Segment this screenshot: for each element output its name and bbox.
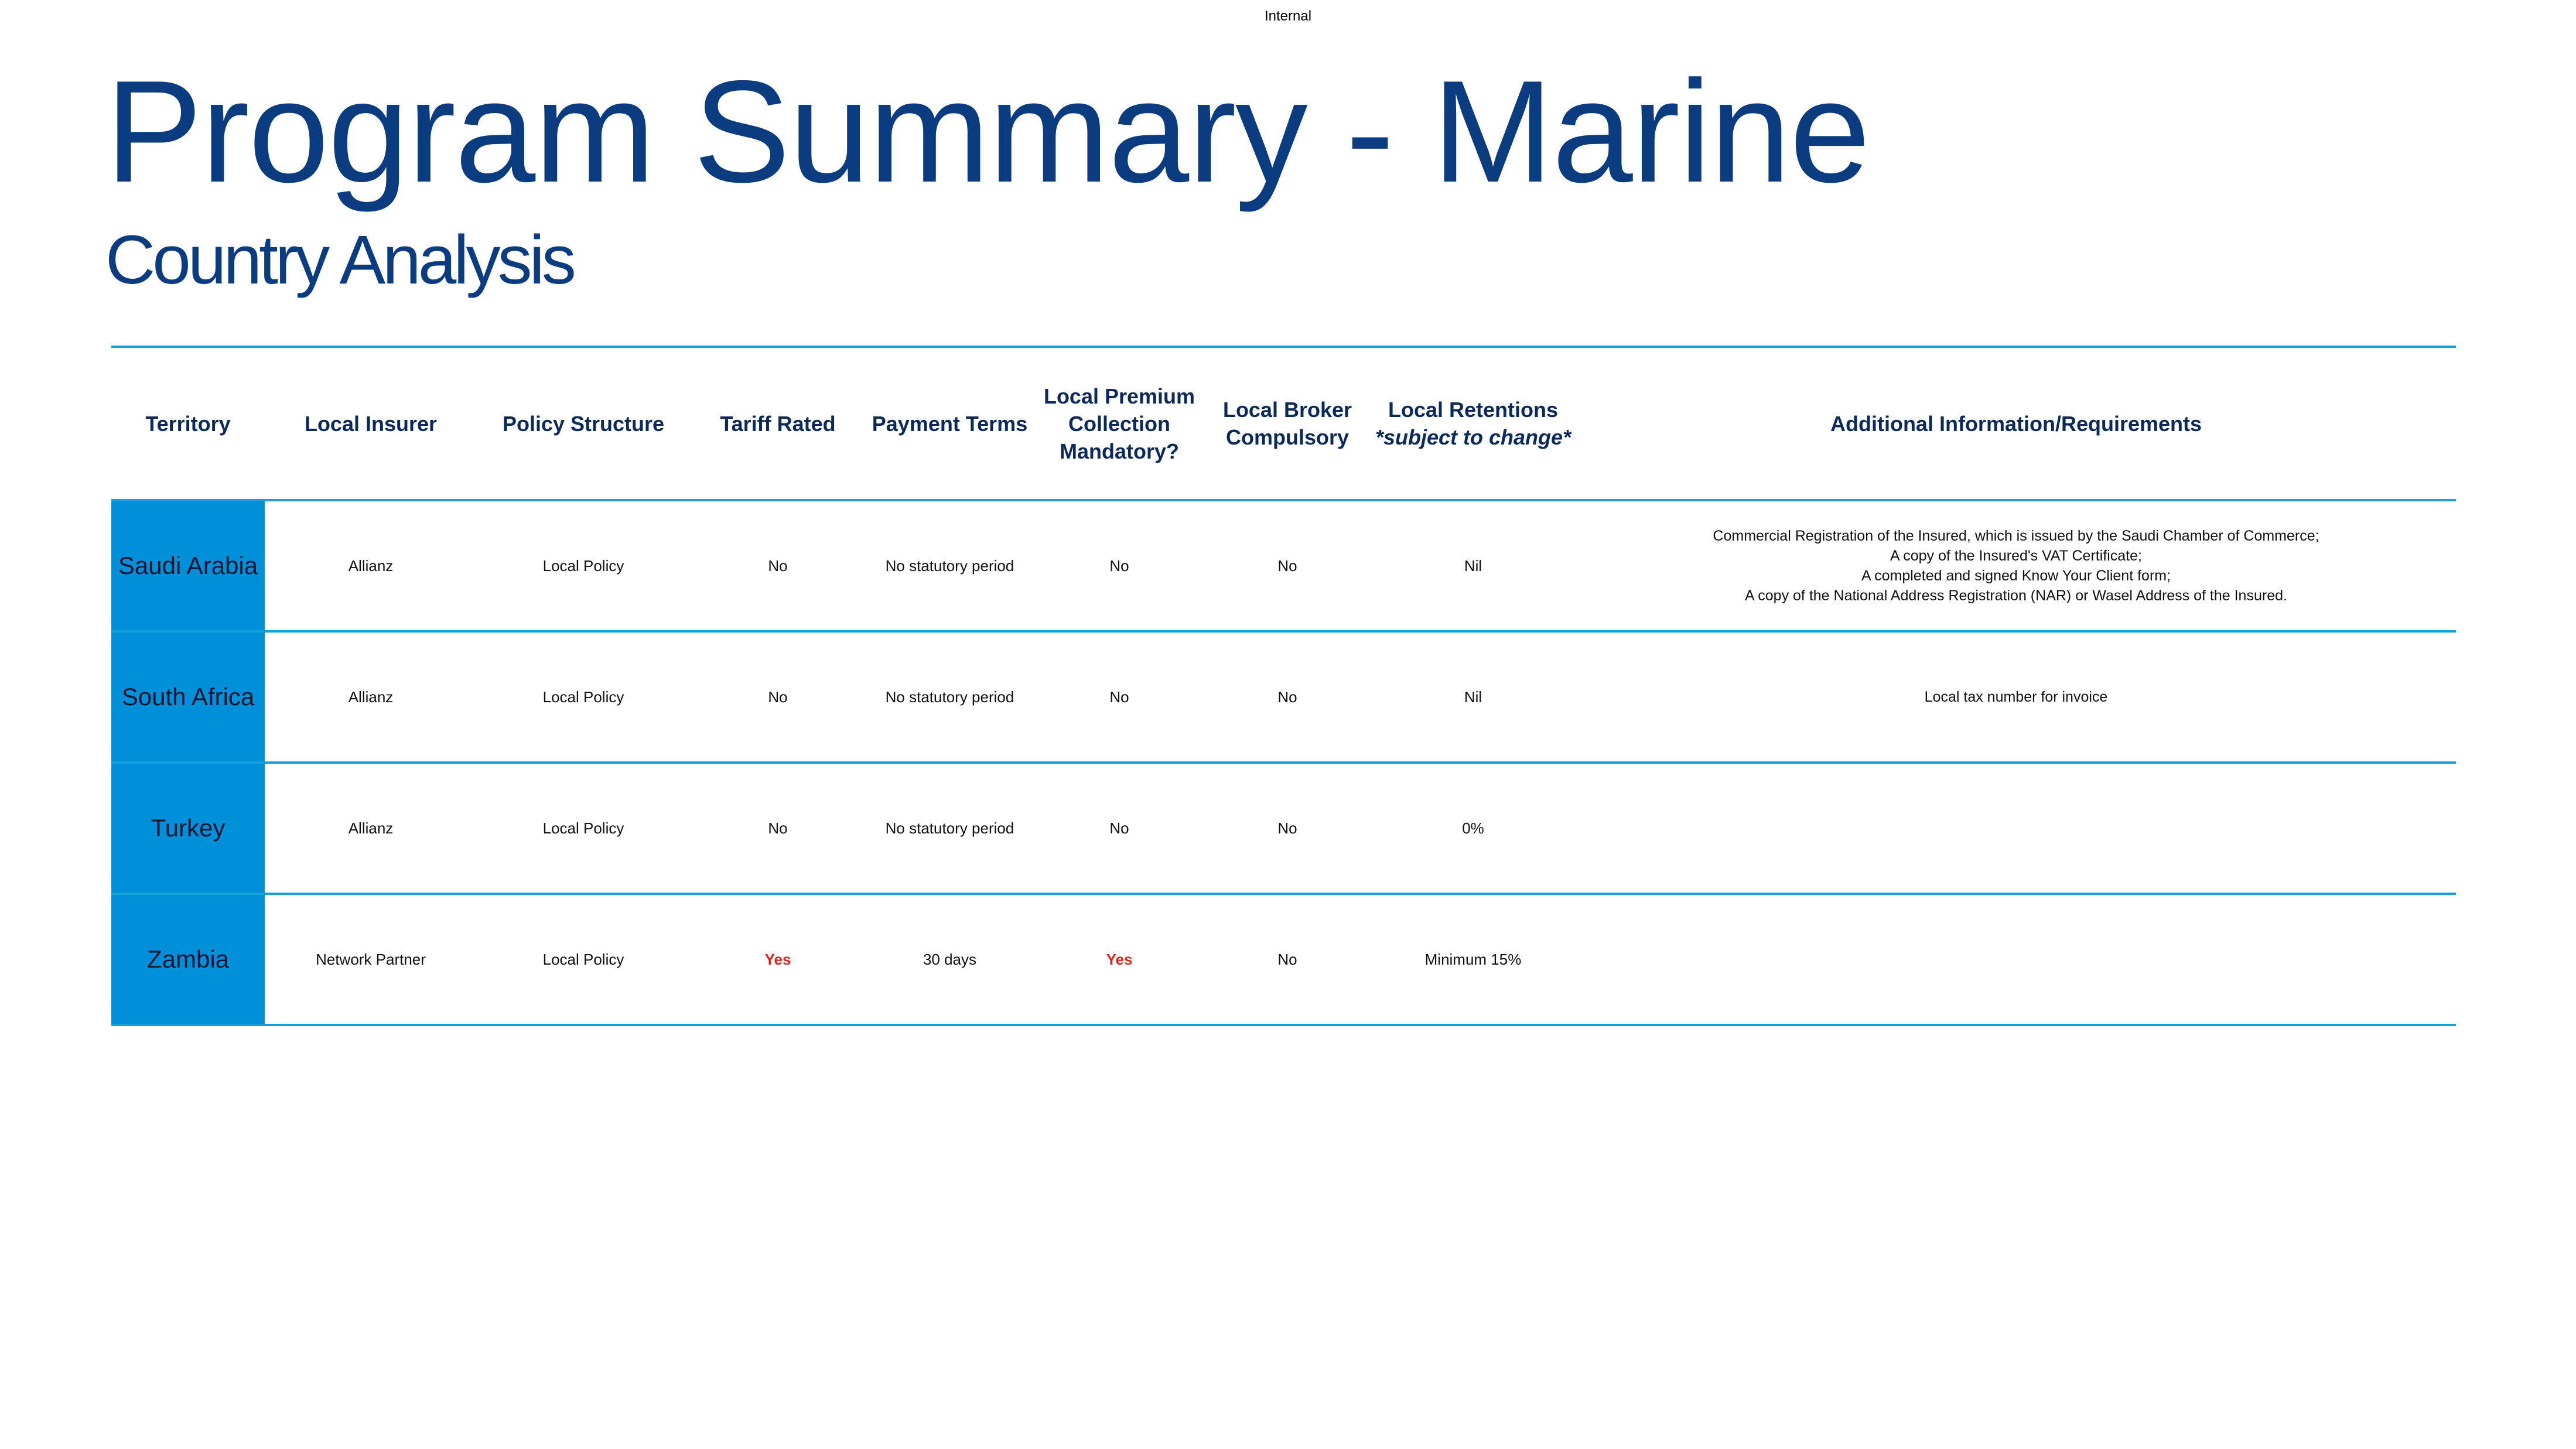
header-payment-terms: Payment Terms	[866, 347, 1034, 500]
header-retentions-line2: *subject to change*	[1375, 425, 1571, 449]
header-local-retentions	[1370, 347, 1576, 500]
header-premium-collection	[1034, 347, 1205, 500]
header-territory: Territory	[111, 347, 265, 500]
header-broker-line1: Local Broker	[1222, 398, 1352, 422]
payment-terms-cell: No statutory period	[866, 763, 1034, 894]
country-analysis-table-container	[111, 346, 2456, 1026]
page-subtitle: Country Analysis	[105, 221, 573, 299]
tariff-rated-cell: No	[690, 500, 866, 631]
header-additional-info: Additional Information/Requirements	[1576, 347, 2456, 500]
header-local-insurer: Local Insurer	[265, 347, 477, 500]
info-line: A copy of the Insured's VAT Certificate;	[1890, 548, 2142, 564]
local-insurer-cell: Allianz	[265, 500, 477, 631]
tariff-rated-cell: Yes	[690, 894, 866, 1025]
policy-structure-cell: Local Policy	[477, 631, 690, 763]
premium-collection-cell: Yes	[1034, 894, 1205, 1025]
local-insurer-cell: Allianz	[265, 763, 477, 894]
retentions-cell: Nil	[1370, 500, 1576, 631]
tariff-rated-cell: No	[690, 763, 866, 894]
premium-collection-cell: No	[1034, 763, 1205, 894]
header-broker-compulsory	[1205, 347, 1370, 500]
country-analysis-table	[111, 346, 2456, 1026]
retentions-cell: Minimum 15%	[1370, 894, 1576, 1025]
header-premium-collection-line1: Local Premium	[1043, 384, 1195, 408]
policy-structure-cell: Local Policy	[477, 894, 690, 1025]
classification-label: Internal	[1264, 8, 1312, 24]
table-row	[111, 631, 2456, 763]
table-header-row	[111, 347, 2456, 500]
broker-compulsory-cell: No	[1205, 894, 1370, 1025]
local-insurer-cell: Allianz	[265, 631, 477, 763]
tariff-rated-cell: No	[690, 631, 866, 763]
local-insurer-cell: Network Partner	[265, 894, 477, 1025]
premium-collection-cell: No	[1034, 631, 1205, 763]
territory-cell: Saudi Arabia	[111, 500, 265, 631]
table-row	[111, 500, 2456, 631]
info-line: A copy of the National Address Registration (NAR) or Wasel Address of the Insured.	[1745, 587, 2287, 604]
info-line: Local tax number for invoice	[1924, 689, 2108, 705]
premium-collection-cell: No	[1034, 500, 1205, 631]
payment-terms-cell: No statutory period	[866, 631, 1034, 763]
broker-compulsory-cell: No	[1205, 500, 1370, 631]
additional-info-cell	[1576, 631, 2456, 763]
broker-compulsory-cell: No	[1205, 763, 1370, 894]
info-line: A completed and signed Know Your Client form;	[1861, 568, 2171, 584]
header-premium-collection-line2: Collection	[1068, 411, 1170, 436]
header-premium-collection-line3: Mandatory?	[1059, 439, 1179, 463]
table-row	[111, 894, 2456, 1025]
policy-structure-cell: Local Policy	[477, 763, 690, 894]
payment-terms-cell: 30 days	[866, 894, 1034, 1025]
header-policy-structure: Policy Structure	[477, 347, 690, 500]
policy-structure-cell: Local Policy	[477, 500, 690, 631]
info-line: Commercial Registration of the Insured, which is issued by the Saudi Chamber of Commerce;	[1713, 528, 2319, 544]
broker-compulsory-cell: No	[1205, 631, 1370, 763]
header-broker-line2: Compulsory	[1225, 425, 1350, 449]
additional-info-cell	[1576, 894, 2456, 1025]
payment-terms-cell: No statutory period	[866, 500, 1034, 631]
retentions-cell: Nil	[1370, 631, 1576, 763]
territory-cell: Turkey	[111, 763, 265, 894]
header-tariff-rated: Tariff Rated	[690, 347, 866, 500]
additional-info-cell	[1576, 763, 2456, 894]
territory-cell: South Africa	[111, 631, 265, 763]
page-title: Program Summary - Marine	[105, 50, 1870, 213]
territory-cell: Zambia	[111, 894, 265, 1025]
table-row	[111, 763, 2456, 894]
header-retentions-line1: Local Retentions	[1388, 398, 1559, 422]
additional-info-cell	[1576, 500, 2456, 631]
retentions-cell: 0%	[1370, 763, 1576, 894]
